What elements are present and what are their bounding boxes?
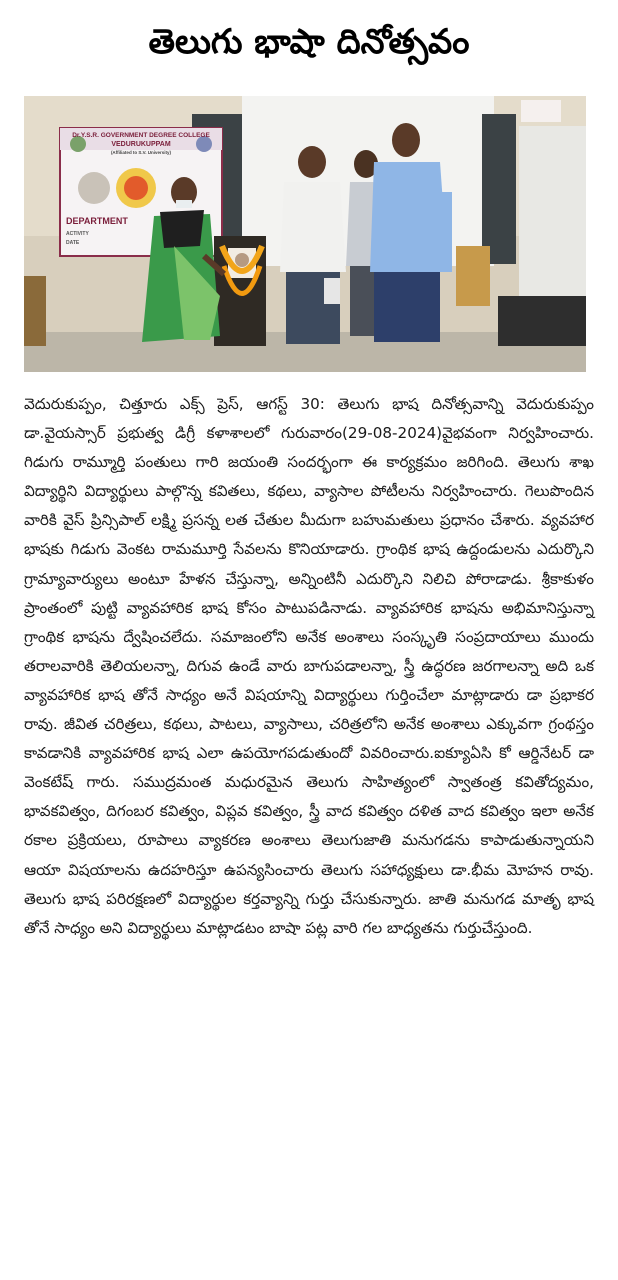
headline: తెలుగు భాషా దినోత్సవం (148, 22, 470, 62)
banner-line1: Dr.Y.S.R. GOVERNMENT DEGREE COLLEGE (72, 132, 210, 139)
banner-line3: (Affiliated to S.V. University) (110, 150, 172, 155)
banner-activity: ACTIVITY (66, 231, 89, 237)
article-body: వెదురుకుప్పం, చిత్తూరు ఎక్స్ ప్రెస్, ఆగస్ట్ 30: తెలుగు భాష దినోత్సవాన్ని వెదురుకుప్పం డా.వైయస్సార్ ప్రభుత్వ డిగ్రీ కళాశాలలో గురువారం(29-08-2024)వైభవంగా నిర్వహించారు. గిడుగు రామ్మూర్తి పంతులు గారి జయంతి సందర్భంగా ఈ కార్యక్రమం జరిగింది. తెలుగు శాఖ విద్యార్థిని విద్యార్థులు పాల్గొన్న కవితలు, కథలు, వ్యాసాల పోటీలను నిర్వహించారు. గెలుపొందిన వారికి వైస్ ప్రిన్సిపాల్ లక్ష్మి ప్రసన్న లత చేతుల మీదుగా బహుమతులు ప్రధానం చేశారు. వ్యవహార భాషకు గిడుగు వెంకట రామమూర్తి సేవలను కొనియాడారు. గ్రాంథిక భాష ఉద్దండులను ఎదుర్కొని గ్రామ్యావార్యులు అంటూ హేళన చేస్తున్నా, అన్నింటినీ ఎదుర్కొని నిలిచి పోరాడాడు. శ్రీకాకుళం ప్రాంతంలో పుట్టి వ్యావహారిక భాష కోసం పాటుపడినాడు. వ్యావహారిక భాషను అభిమానిస్తున్నా గ్రాంథిక భాషను ద్వేషించలేదు. సమాజంలోని అనేక అంశాలు సంస్కృతి సంప్రదాయాలు ముందు తరాలవారికి తెలియలన్నా, దిగువ ఉండే వారు బాగుపడాలన్నా, స్త్రీ ఉద్ధరణ జరగాలన్నా అది ఒక వ్యావహారిక భాష తోనే సాధ్యం అనే విషయాన్ని విద్యార్థులు గుర్తించేలా మాట్లాడారు డా ప్రభాకర రావు. జీవిత చరిత్రలు, కథలు, పాటలు, వ్యాసాలు, చరిత్రలోని అనేక అంశాలు ఎక్కువగా గ్రంథస్తం కావడానికి వ్యావహారిక భాష ఎలా ఉపయోగపడుతుందో వివరించారు.ఐక్యూఏసి కో ఆర్డినేటర్ డా వెంకటేష్ గారు. సముద్రమంత మధురమైన తెలుగు సాహిత్యంలో స్వాతంత్ర కవితోద్యమం, భావకవిత్వం, దిగంబర కవిత్వం, విప్లవ కవిత్వం, స్త్రీ వాద కవిత్వం దళిత వాద కవిత్వం ఇలా అనేక రకాల ప్రక్రియలు, రూపాలు వ్యాకరణ అంశాలు తెలుగుజాతి మనుగడను కాపాడుతున్నాయని ఆయా విషయాలను ఉదహరిస్తూ ఉపన్యసించారు తెలుగు సహాధ్యక్షులు డా.భీమ మోహన రావు. తెలుగు భాష పరిరక్షణలో విద్యార్థుల కర్తవ్యాన్ని గుర్తు చేసుకున్నారు. జాతి మనుగడ మాతృ భాష తోనే సాధ్యం అని విద్యార్థులు మాట్లాడటం బాషా పట్ల వారి గల బాధ్యతను గుర్తుచేస్తుంది. (24, 395, 594, 937)
event-photo-illustration (24, 96, 586, 372)
banner-dept: DEPARTMENT (66, 216, 128, 226)
banner-date: DATE (66, 240, 80, 246)
banner-line2: VEDURUKUPPAM (111, 141, 171, 148)
event-photo (24, 96, 586, 372)
